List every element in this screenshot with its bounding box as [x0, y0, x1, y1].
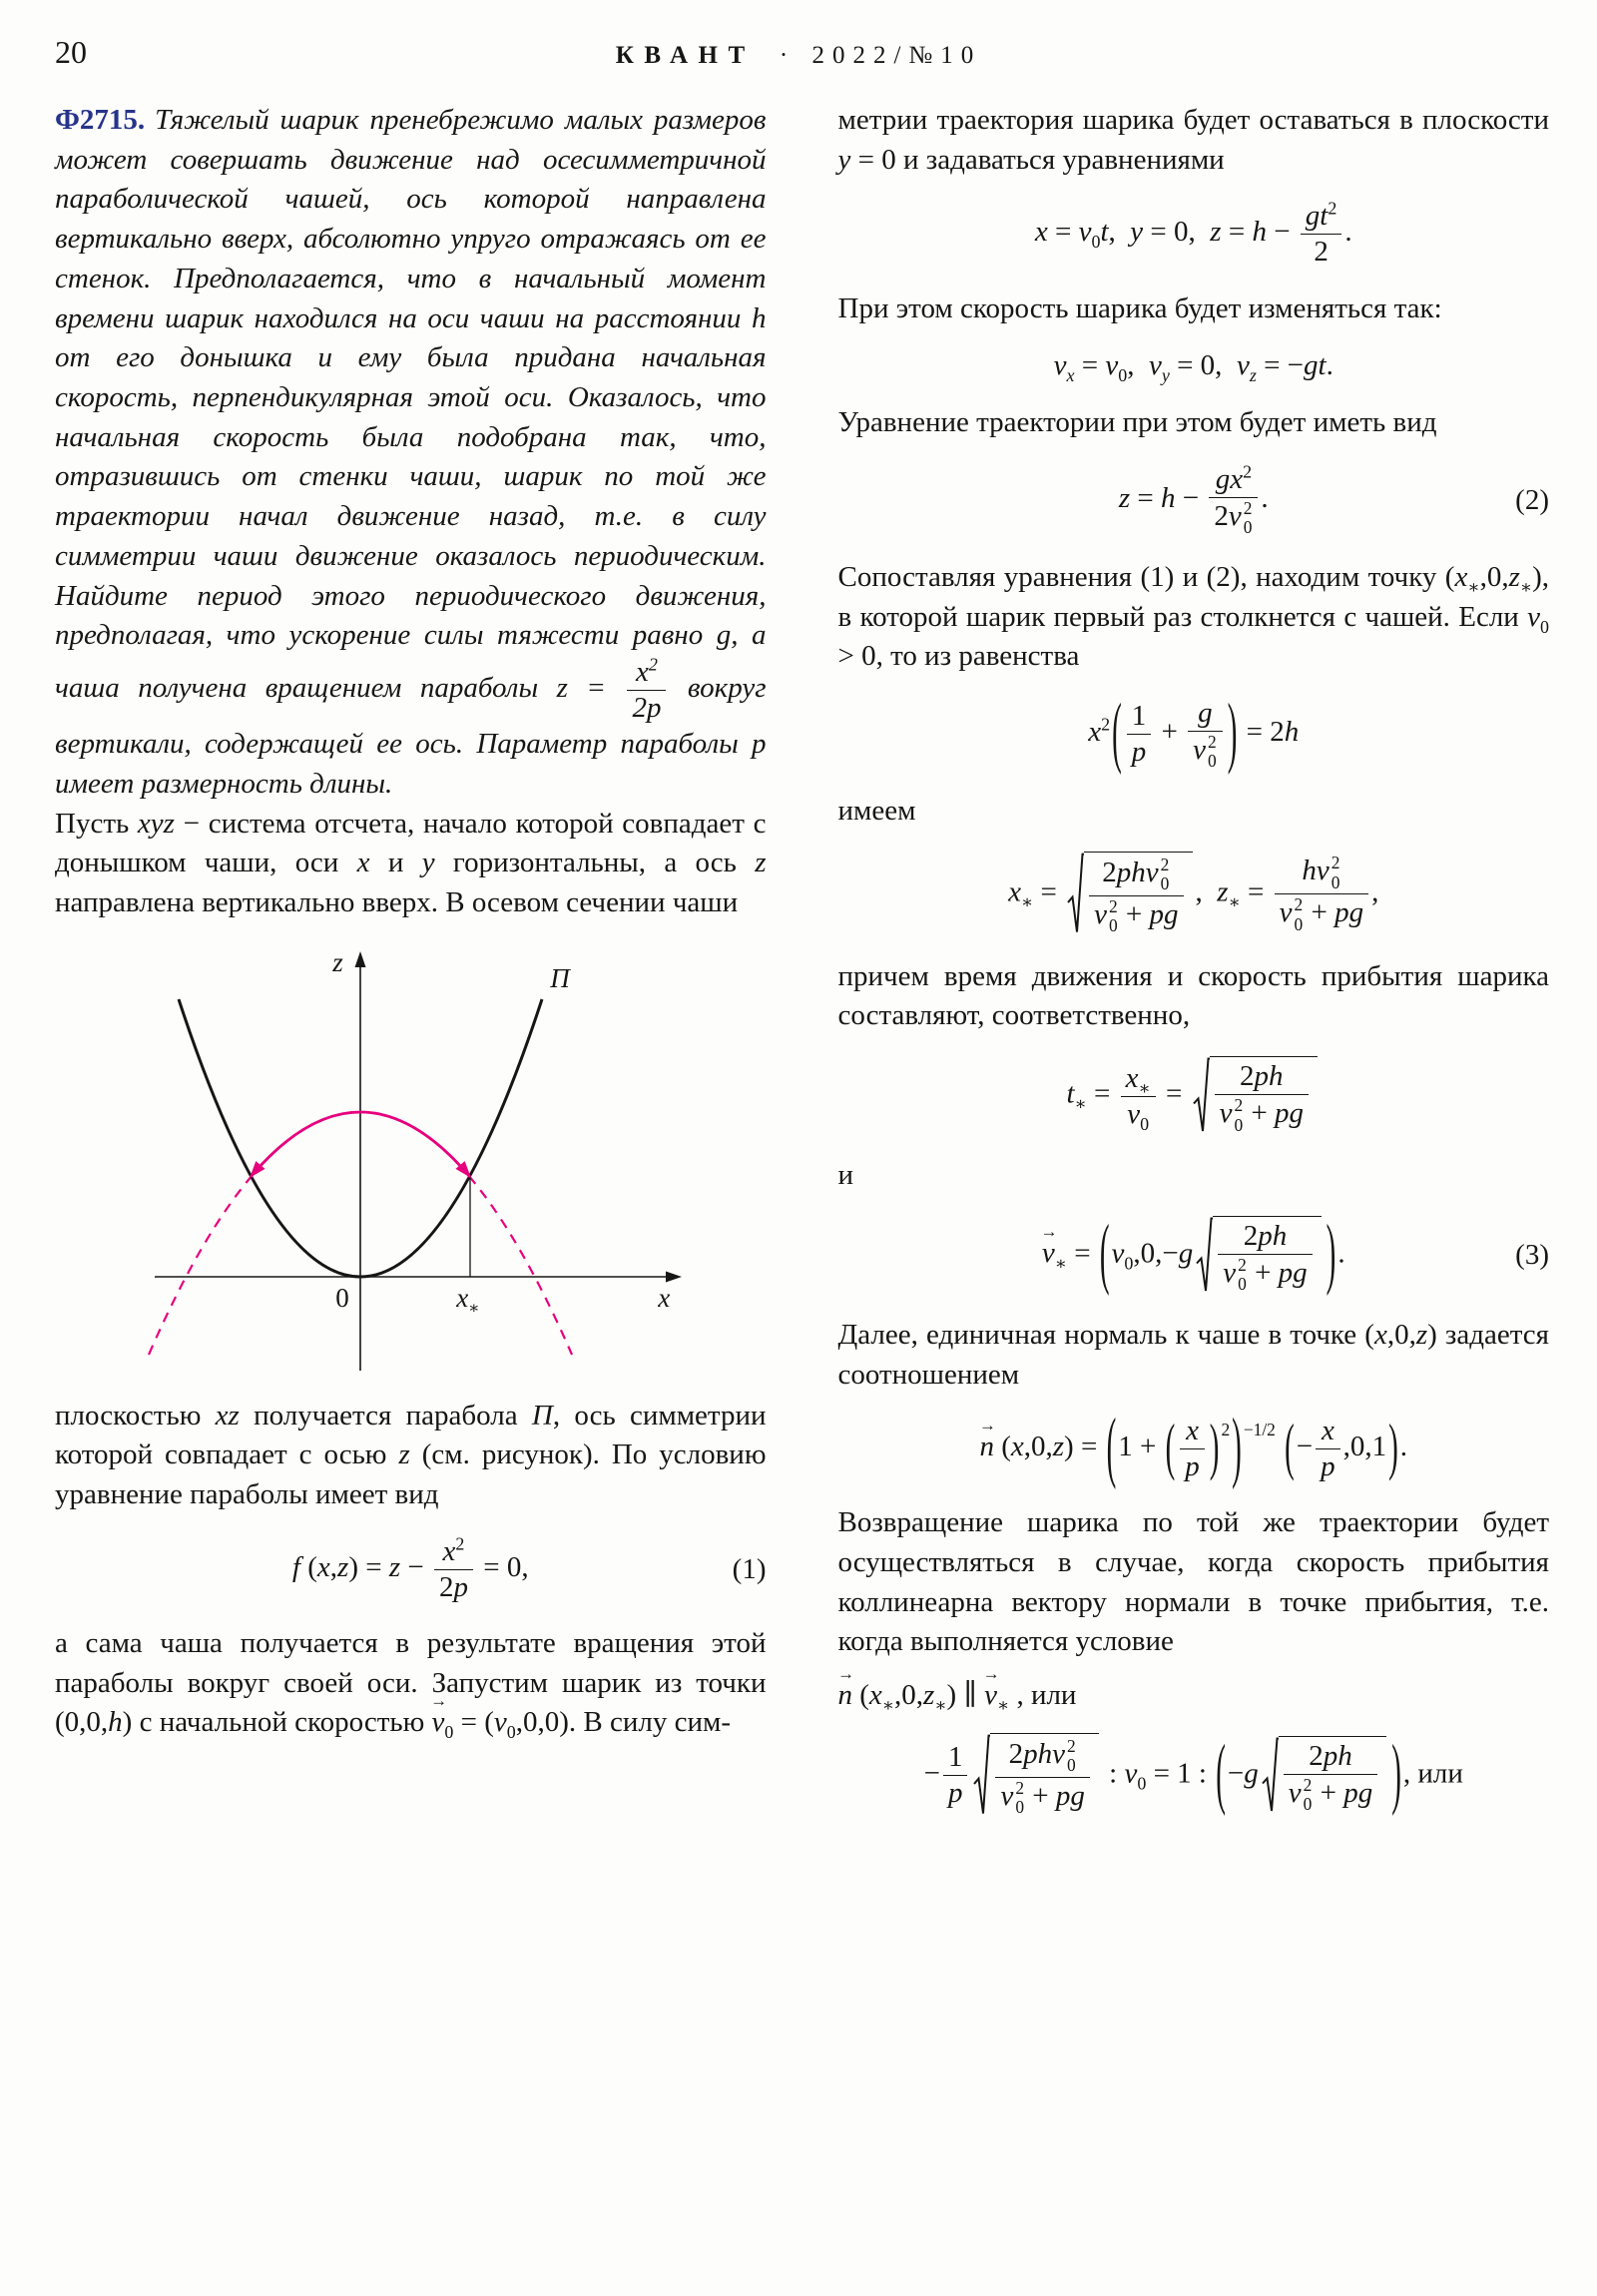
formula-parallel: → n $(x_∗,0,z_∗)$ ∥ → $v_∗$ , или	[838, 1679, 1077, 1711]
left-column	[55, 101, 767, 1839]
formula-arrival-velocity: → $v_∗ = (v_0,0,-g$ 2ph v 2 0 + pg ).	[900, 1216, 1488, 1296]
paragraph-collision-point: Сопоставляя уравнения (1) и (2), находим точку $(x_∗,0,z_∗)$, в которой шарик первый раз столкнется с чашей. Если $v_0 > 0$, то из равенства	[837, 560, 1549, 673]
formula-xstar-zstar: $x_∗$ = 2phv 2 0 v 2 0 + pg , $z_∗$ = hv 2 0 v 2 0 + pg ,	[1008, 853, 1379, 936]
equation-velocity	[838, 348, 1550, 386]
origin-label: 0	[335, 1282, 349, 1313]
equation-1-number: (1)	[732, 1553, 767, 1586]
equation-motion	[838, 200, 1550, 269]
paragraph-i: и	[837, 1159, 854, 1192]
formula-motion: $x = v_0t$, y = 0, z = h − $\frac{gt^2}{2}$ .	[1034, 198, 1352, 269]
paragraph-normal-intro: Далее, единичная нормаль к чаше в точке (x,0,z) задается соотношением	[837, 1318, 1549, 1391]
x-axis-arrow	[666, 1271, 682, 1282]
right-column	[838, 101, 1550, 1839]
journal-title: КВАНТ	[615, 42, 756, 69]
paragraph-imeem: имеем	[837, 794, 916, 827]
paragraph-parabola-equation-intro: плоскостью xz получается парабола Π, ось симметрии которой совпадает с осью z (см. рисунок). По условию уравнение параболы имеет вид	[55, 1399, 767, 1511]
formula-normal: → n (x,0,z) = (1 + ( $\frac{x}{p}$ ) $^2$) $^{-1/2}$ (− $\frac{x}{p}$ ,0,1).	[838, 1415, 1550, 1483]
xstar-label: $x_∗$	[456, 1282, 480, 1318]
equation-3	[838, 1210, 1550, 1299]
equation-ratio	[838, 1730, 1550, 1819]
problem-text: Тяжелый шарик пренебрежимо малых размеров может совершать движение над осесимметричной параболической чашей, ось которой направлена вертикально вверх, абсолютно упруго отражаясь от ее стенок. Предполагается, что в начальный момент времени шарик находился на оси чаши на расстоянии h от его донышка и ему была придана начальная скорость, перпендикулярная этой оси. Оказалось, что начальная скорость была подобрана так, что, отразившись от стенки чаши, шарик по той же траектории начал движение назад, т.е. в силу симметрии чаши движение оказалось периодическим. Найдите период этого периодического движения, предполагая, что ускорение силы тяжести равно g, а чаша получена вращением параболы z = $\frac{x^2}{2p}$ вокруг вертикали, содержащей ее ось. Параметр параболы p имеет размерность длины.	[55, 104, 767, 800]
equation-xstar-zstar	[838, 852, 1550, 937]
z-axis-arrow	[355, 951, 366, 967]
formula-trajectory: z = h − $gx^2$ 2v 2 0 .	[1118, 461, 1269, 538]
page-header	[0, 0, 1597, 71]
journal-header	[135, 42, 1462, 70]
equation-3-number: (3)	[1515, 1239, 1549, 1272]
paragraph-launch-conditions: а сама чаша получается в результате вращения этой параболы вокруг своей оси. Запустим шарик из точки (0,0,h) с начальной скоростью → $v_0 = (v_0,0,0)$. В силу сим-	[55, 1624, 767, 1743]
formula-bowl-equation: f (x,z) = z − $\frac{x^2}{2p}$ = 0,	[291, 1533, 529, 1603]
formula-intersection: $x^2$( $\frac{1}{p}$ + g v 2 0 ) = 2h	[1088, 689, 1300, 778]
paragraph-velocity-intro: При этом скорость шарика будет изменяться так:	[837, 291, 1442, 324]
equation-intersection	[838, 689, 1550, 778]
paragraph-symmetry-plane: метрии траектория шарика будет оставаться в плоскости y = 0 и задаваться уравнениями	[837, 104, 1549, 176]
formula-ratio: − $\frac{1}{p}$ 2phv 2 0 v 2 0 + pg : $v_0 = 1$ : (−g 2ph v 2 0 + pg ), или	[923, 1730, 1463, 1819]
parabola-figure	[131, 947, 690, 1377]
two-column-layout	[0, 71, 1597, 1839]
equation-2	[838, 463, 1550, 538]
problem-statement	[55, 101, 767, 805]
z-axis-label: z	[332, 946, 343, 977]
parabola-pi-label: Π	[550, 962, 570, 993]
formula-tstar: $t_∗$ = $\frac{x_∗}{v_0}$ = 2ph v 2 0 + pg	[838, 1056, 1550, 1136]
formula-velocity: $v_x = v_0$, $v_y = 0$, $v_z = -gt$.	[1053, 349, 1333, 386]
equation-tstar	[838, 1056, 1550, 1136]
paragraph-trajectory-intro: Уравнение траектории при этом будет иметь вид	[837, 406, 1437, 439]
equation-2-number: (2)	[1515, 483, 1549, 516]
paragraph-return-condition: Возвращение шарика по той же траектории будет осуществляться в случае, когда скорость прибытия коллинеарна вектору нормали в точке прибытия, т.е. когда выполняется условие	[837, 1506, 1549, 1658]
page-number: 20	[55, 34, 87, 70]
issue-label: 2022/№10	[811, 42, 982, 69]
equation-normal	[838, 1404, 1550, 1492]
x-axis-label: x	[658, 1282, 671, 1313]
problem-number: Ф2715.	[55, 104, 146, 136]
equation-parallel-condition	[838, 1678, 1550, 1713]
paragraph-arrival-time-intro: причем время движения и скорость прибытия шарика составляют, соответственно,	[837, 959, 1549, 1032]
bowl-diagram	[131, 947, 690, 1377]
equation-1	[55, 1535, 767, 1604]
paragraph-coordinate-system: Пусть xyz − система отсчета, начало которой совпадает с донышком чаши, оси x и y горизонтальны, а ось z направлена вертикально вверх. В осевом сечении чаши	[55, 807, 767, 919]
header-separator: ·	[779, 42, 789, 69]
